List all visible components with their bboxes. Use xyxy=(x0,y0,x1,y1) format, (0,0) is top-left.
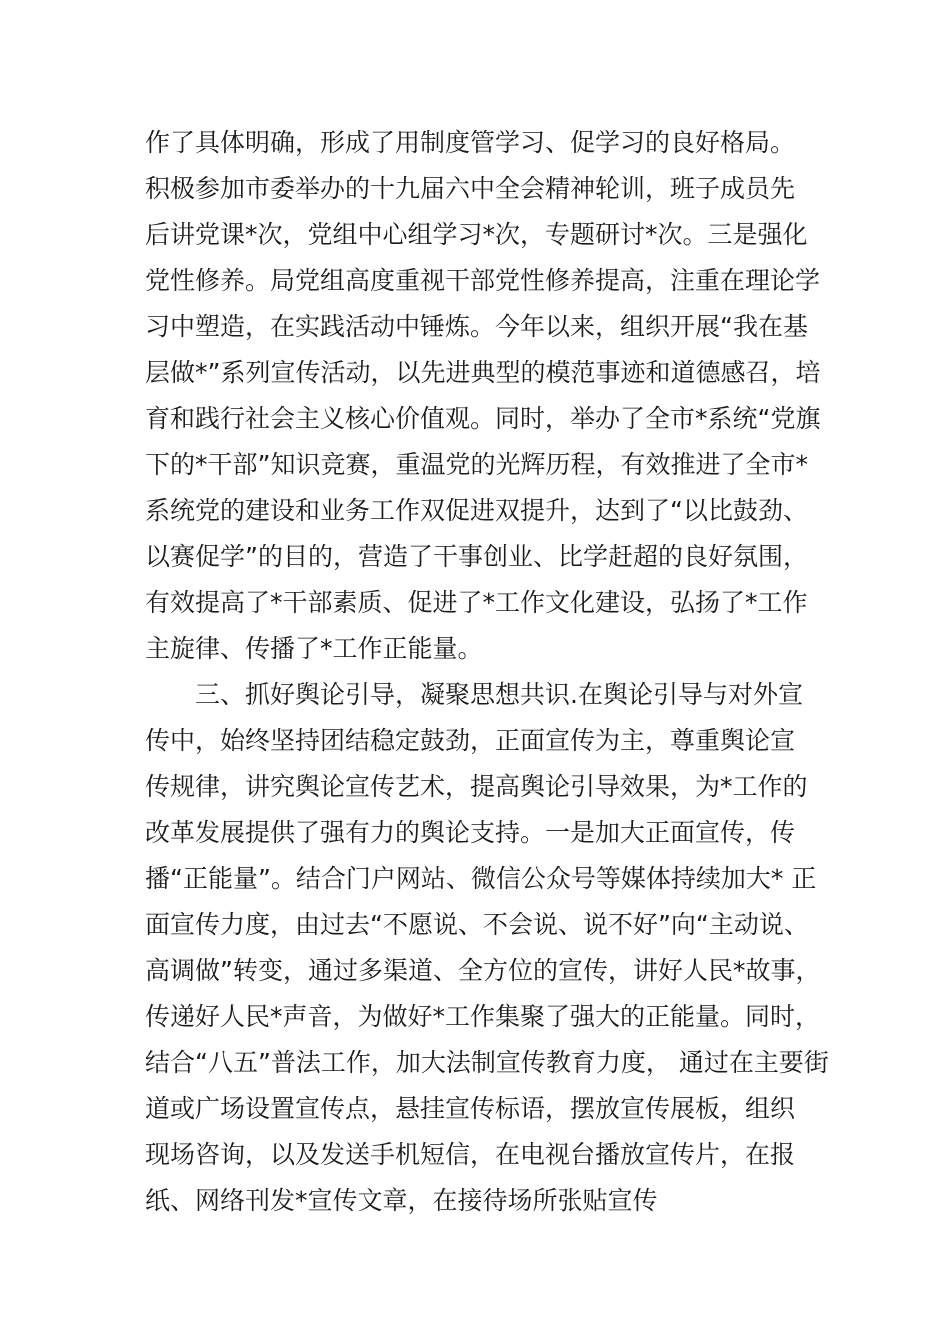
section-heading-line: 三、抓好舆论引导，凝聚思想共识.在舆论引导与对外宣 xyxy=(195,680,803,709)
text-line: 系统党的建设和业务工作双促进双提升，达到了“以比鼓劲、 xyxy=(145,496,808,525)
text-line: 有效提高了*干部素质、促进了*工作文化建设，弘扬了*工作 xyxy=(145,588,808,617)
text-line: 高调做”转变，通过多渠道、全方位的宣传，讲好人民*故事， xyxy=(145,956,821,985)
document-body xyxy=(145,120,835,1224)
text-line: 积极参加市委举办的十九届六中全会精神轮训，班子成员先 xyxy=(145,174,796,203)
text-line: 下的*干部”知识竞赛，重温党的光辉历程，有效推进了全市* xyxy=(145,450,808,479)
text-line: 以赛促学”的目的，营造了干事创业、比学赶超的良好氛围， xyxy=(145,542,808,571)
text-line: 传规律，讲究舆论宣传艺术，提高舆论引导效果，为*工作的 xyxy=(145,772,808,801)
text-line: 现场咨询，以及发送手机短信，在电视台播放宣传片，在报 xyxy=(145,1140,796,1169)
text-line: 传中，始终坚持团结稳定鼓劲，正面宣传为主，尊重舆论宣 xyxy=(145,726,796,755)
text-line: 面宣传力度，由过去“不愿说、不会说、说不好”向“主动说、 xyxy=(145,910,809,939)
text-line: 播“正能量”。结合门户网站、微信公众号等媒体持续加大* 正 xyxy=(145,864,817,893)
text-line: 层做*”系列宣传活动，以先进典型的模范事迹和道德感召，培 xyxy=(145,358,821,387)
text-line: 习中塑造，在实践活动中锤炼。今年以来，组织开展“我在基 xyxy=(145,312,808,341)
text-line: 党性修养。局党组高度重视干部党性修养提高，注重在理论学 xyxy=(145,266,821,295)
text-line: 道或广场设置宣传点，悬挂宣传标语，摆放宣传展板，组织 xyxy=(145,1094,796,1123)
text-line: 主旋律、传播了*工作正能量。 xyxy=(145,634,483,663)
text-line: 作了具体明确，形成了用制度管学习、促学习的良好格局。 xyxy=(145,128,796,157)
text-line: 传递好人民*声音，为做好*工作集聚了强大的正能量。同时， xyxy=(145,1002,821,1031)
text-line: 纸、网络刊发*宣传文章，在接待场所张贴宣传 xyxy=(145,1186,658,1215)
text-line: 后讲党课*次，党组中心组学习*次，专题研讨*次。三是强化 xyxy=(145,220,808,249)
text-line: 育和践行社会主义核心价值观。同时，举办了全市*系统“党旗 xyxy=(145,404,821,433)
text-line: 结合“八五”普法工作，加大法制宣传教育力度， 通过在主要街 xyxy=(145,1048,829,1077)
text-line: 改革发展提供了强有力的舆论支持。一是加大正面宣传，传 xyxy=(145,818,796,847)
